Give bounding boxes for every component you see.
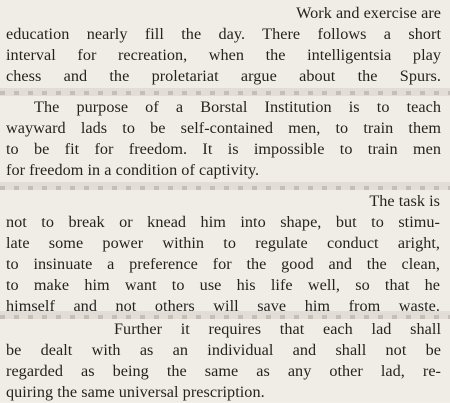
paragraph-3-line-3: late some power within to regulate conduct aright, [6,234,440,252]
paragraph-2-line-1: The purpose of a Borstal Institution is to teach [34,98,441,116]
paragraph-1-line-3: interval for recreation, when the intelligentsia play [6,46,441,64]
paragraph-2-line-4: for freedom in a condition of captivity. [6,161,260,179]
paragraph-further-requires [6,319,441,403]
paragraph-4-line-4: quiring the same universal prescription. [6,383,265,401]
paragraph-3-line-4: to insinuate a preference for the good and the clean, [6,255,440,273]
paragraph-1-line-2: education nearly fill the day. There follows a short [6,25,441,43]
paragraph-the-task [6,191,440,317]
paragraph-4-line-2: be dealt with as an individual and shall not be [6,341,441,359]
paragraph-1-line-1: Work and exercise are [296,4,441,22]
paragraph-3-line-1: The task is [369,192,440,210]
paragraph-3-line-2: not to break or knead him into shape, but to stimu- [6,213,440,231]
paragraph-3-line-6: himself and not others will save him from waste. [6,297,440,315]
paragraph-2-line-3: to be fit for freedom. It is impossible to train men [6,140,441,158]
paragraph-2-line-2: wayward lads to be self-contained men, to train them [6,119,441,137]
paragraph-4-line-1: Further it requires that each lad shall [114,320,441,338]
faint-text-fragment-1 [0,91,450,95]
paragraph-purpose-borstal [6,97,441,181]
paragraph-work-and-exercise [6,3,441,87]
paragraph-4-line-3: regarded as being the same as any other lad, re- [6,362,441,380]
paragraph-3-line-5: to make him want to use his life well, so that he [6,276,440,294]
paragraph-1-line-4: chess and the proletariat argue about the Spurs. [6,67,441,85]
